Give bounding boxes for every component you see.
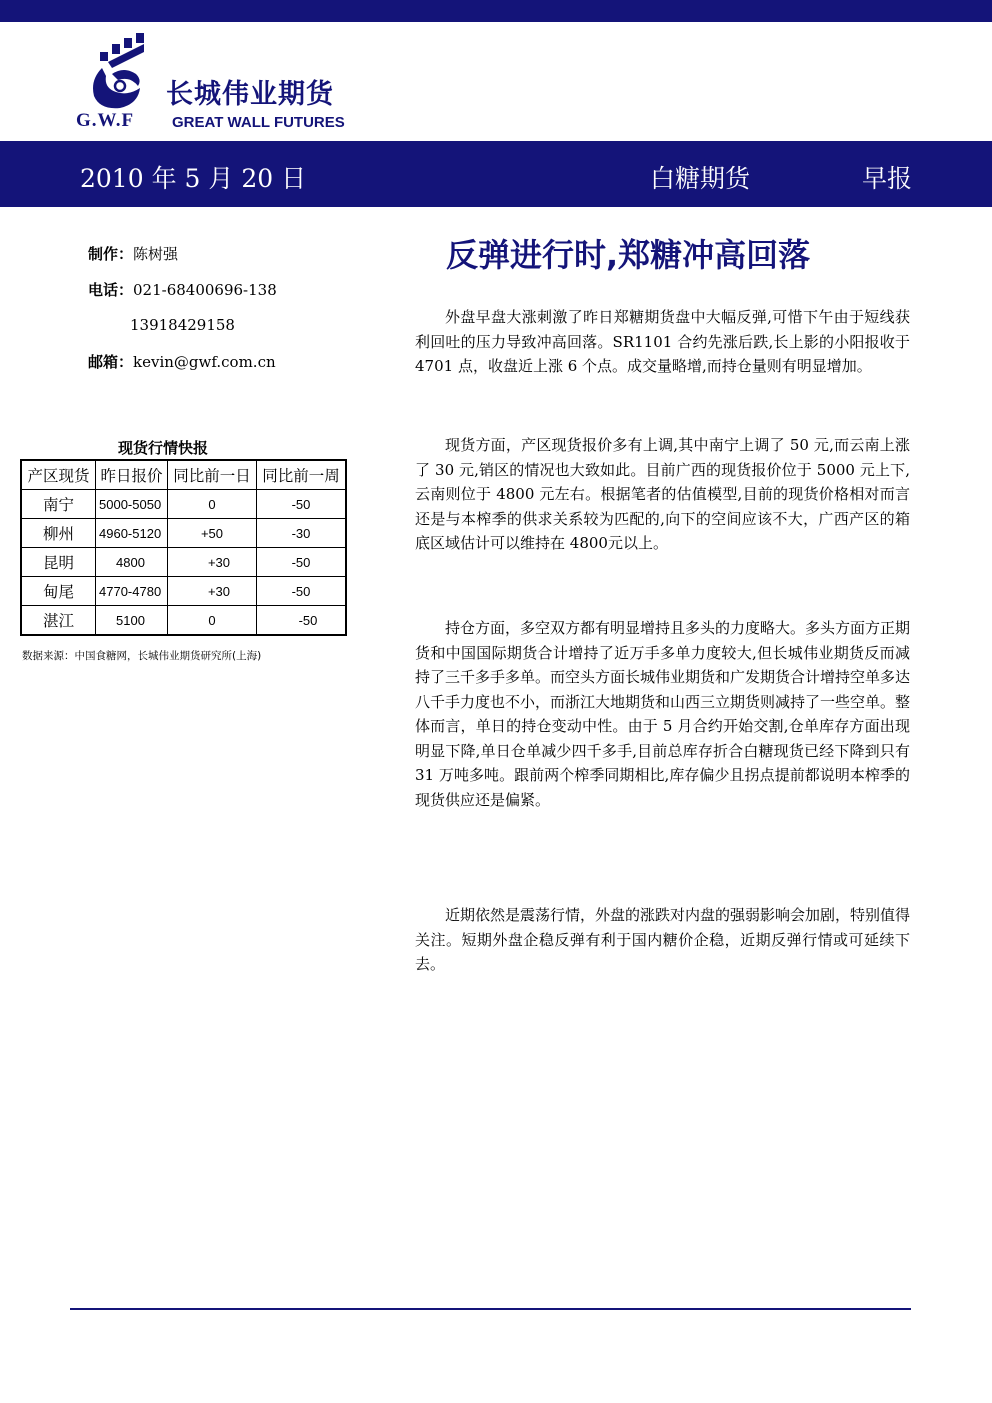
author-line xyxy=(88,243,178,264)
top-bar xyxy=(0,0,992,22)
week-change: -50 xyxy=(257,606,347,636)
table-row xyxy=(21,548,346,577)
price: 4800 xyxy=(96,548,168,577)
region: 甸尾 xyxy=(21,577,96,606)
paragraph-2: 现货方面，产区现货报价多有上调,其中南宁上调了 50 元,而云南上涨了 30 元,销区的情况也大致如此。目前广西的现货报价位于 5000 元上下,云南则位于 4800 元左右。根据笔者的估值模型,目前的现货价格相对而言还是与本榨季的供求关系较为匹配的,向下的空间应该不大，广西产区的箱底区域估计可以维持在 4800元以上。 xyxy=(415,436,910,552)
table-row xyxy=(21,519,346,548)
table-title: 现货行情快报 xyxy=(118,439,209,457)
price: 4960-5120 xyxy=(96,519,168,548)
brand-abbr: G.W.F xyxy=(76,110,135,131)
week-change: -30 xyxy=(257,519,347,548)
col-header: 昨日报价 xyxy=(96,460,168,490)
day-change: 0 xyxy=(168,606,257,636)
col-header: 同比前一周 xyxy=(257,460,347,490)
day-change: +30 xyxy=(168,548,257,577)
report-type: 早报 xyxy=(862,164,913,193)
price: 5000-5050 xyxy=(96,490,168,519)
week-change: -50 xyxy=(257,490,347,519)
email: kevin@gwf.com.cn xyxy=(133,353,276,371)
phone-2: 13918429158 xyxy=(130,316,235,334)
day-change: +30 xyxy=(168,577,257,606)
article-title: 反弹进行时,郑糖冲高回落 xyxy=(446,236,811,274)
table-header-row xyxy=(21,460,346,490)
region: 湛江 xyxy=(21,606,96,636)
week-change: -50 xyxy=(257,548,347,577)
author: 陈树强 xyxy=(133,245,179,263)
day-change: 0 xyxy=(168,490,257,519)
table-row xyxy=(21,606,346,636)
report-date: 2010 年 5 月 20 日 xyxy=(80,164,307,193)
email-line xyxy=(88,351,276,372)
table-row xyxy=(21,490,346,519)
footer-divider xyxy=(70,1308,911,1310)
email-label: 邮箱： xyxy=(88,353,134,371)
paragraph-3: 持仓方面，多空双方都有明显增持且多头的力度略大。多头方面方正期货和中国国际期货合计增持了近万手多单力度较大,但长城伟业期货反而减持了三千多手多单。而空头方面长城伟业期货和广发期货合计增持空单多达八千手力度也不小，而浙江大地期货和山西三立期货则减持了一些空单。整体而言，单日的持仓变动中性。由于 5 月合约开始交割,仓单库存方面出现明显下降,单日仓单减少四千多手,目前总库存折合白糖现货已经下降到只有 31 万吨多吨。跟前两个榨季同期相比,库存偏少且拐点提前都说明本榨季的现货供应还是偏紧。 xyxy=(415,619,911,809)
col-header: 产区现货 xyxy=(21,460,96,490)
phone-label: 电话： xyxy=(88,281,134,299)
author-label: 制作： xyxy=(88,245,134,263)
data-source: 数据来源：中国食糖网，长城伟业期货研究所(上海) xyxy=(22,650,262,662)
table-row xyxy=(21,577,346,606)
price: 5100 xyxy=(96,606,168,636)
col-header: 同比前一日 xyxy=(168,460,257,490)
phone-1: 021-68400696-138 xyxy=(133,281,277,299)
report-category: 白糖期货 xyxy=(650,164,751,193)
region: 南宁 xyxy=(21,490,96,519)
paragraph-1: 外盘早盘大涨刺激了昨日郑糖期货盘中大幅反弹,可惜下午由于短线获利回吐的压力导致冲高回落。SR1101 合约先涨后跌,长上影的小阳报收于 4701 点，收盘近上涨 6 个点。成交量略增,而持仓量则有明显增加。 xyxy=(415,308,910,375)
brand-name-cn: 长城伟业期货 xyxy=(166,79,334,110)
day-change: +50 xyxy=(168,519,257,548)
paragraph-4: 近期依然是震荡行情，外盘的涨跌对内盘的强弱影响会加剧，特别值得关注。短期外盘企稳反弹有利于国内糖价企稳，近期反弹行情或可延续下去。 xyxy=(415,906,911,973)
week-change: -50 xyxy=(257,577,347,606)
brand-name-en: GREAT WALL FUTURES xyxy=(172,114,345,131)
region: 昆明 xyxy=(21,548,96,577)
price: 4770-4780 xyxy=(96,577,168,606)
region: 柳州 xyxy=(21,519,96,548)
spot-price-table xyxy=(20,459,347,636)
header-band xyxy=(0,141,992,207)
phone-line xyxy=(88,279,277,300)
